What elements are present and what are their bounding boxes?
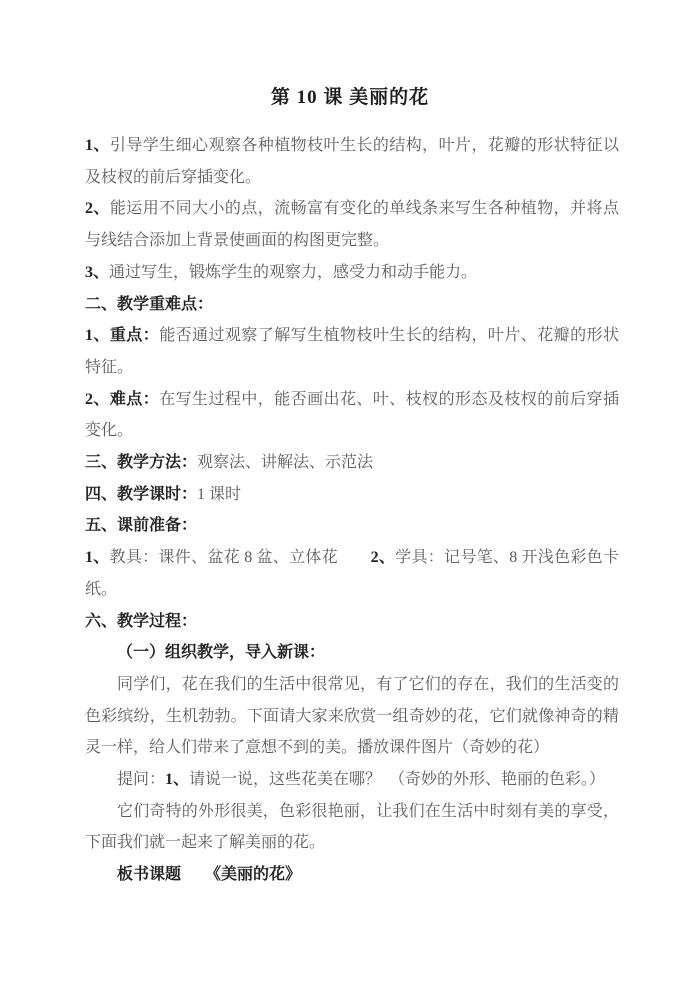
bold-text-run: 2、	[85, 200, 110, 218]
bold-text-run: 1、重点：	[85, 327, 160, 345]
bold-text-run: 1、	[165, 771, 190, 789]
paragraph	[85, 606, 619, 638]
text-run: 能否通过观察了解写生植物枝叶生长的结构，叶片、花瓣的形状特征。	[85, 327, 619, 376]
bold-text-run: 1、	[85, 137, 110, 154]
text-run: 提问：	[117, 771, 166, 789]
bold-text-run: 五、课前准备：	[85, 517, 198, 535]
text-run: 同学们，花在我们的生活中很常见，有了它们的存在，我们的生活变的色彩缤纷，生机勃勃。下面请大家来欣赏一组奇妙的花，它们就像神奇的精灵一样，给人们带来了意想不到的美。播放课件图片（奇妙的花）	[85, 675, 619, 757]
text-run: 1 课时	[197, 485, 242, 503]
text-run: 引导学生细心观察各种植物枝叶生长的结构，叶片，花瓣的形状特征以及枝杈的前后穿插变化。	[85, 137, 619, 186]
paragraph	[85, 479, 619, 511]
paragraph	[85, 320, 619, 383]
text-run: 学具：记号笔、8 开浅色彩色卡纸。	[85, 549, 619, 598]
bold-text-run: 1、	[85, 549, 110, 567]
bold-text-run: （一）组织教学，导入新课：	[117, 644, 326, 662]
paragraph	[85, 764, 619, 796]
bold-text-run: 二、教学重难点：	[85, 295, 214, 313]
paragraph	[85, 859, 619, 891]
paragraph	[85, 384, 619, 447]
bold-text-run: 三、教学方法：	[85, 454, 198, 472]
paragraph	[85, 510, 619, 542]
paragraph	[85, 542, 619, 605]
text-run: 能运用不同大小的点，流畅富有变化的单线条来写生各种植物，并将点与线结合添加上背景使画面的构图更完整。	[85, 200, 619, 250]
text-run: 观察法、讲解法、示范法	[197, 454, 374, 472]
paragraph	[85, 669, 619, 764]
paragraph	[85, 796, 619, 859]
paragraph	[85, 193, 619, 256]
paragraph	[85, 257, 619, 289]
bold-text-run: 2、难点：	[85, 390, 160, 408]
text-run: 通过写生，锻炼学生的观察力，感受力和动手能力。	[109, 263, 478, 281]
text-run: 在写生过程中，能否画出花、叶、枝杈的形态及枝杈的前后穿插变化。	[85, 390, 619, 440]
bold-text-run: 板书课题 《美丽的花》	[117, 866, 302, 884]
bold-text-run: 六、教学过程：	[85, 612, 198, 630]
paragraph	[85, 130, 619, 193]
bold-text-run: 3、	[85, 263, 110, 281]
text-run: 请说一说，这些花美在哪？ （奇妙的外形、艳丽的色彩。）	[189, 771, 606, 789]
paragraph	[85, 289, 619, 321]
bold-text-run: 四、教学课时：	[85, 485, 198, 503]
bold-text-run: 2、	[370, 549, 396, 567]
text-run: 教具：课件、盆花 8 盆、立体花	[109, 549, 371, 567]
page-title: 第 10 课 美丽的花	[270, 87, 430, 108]
text-run: 它们奇特的外形很美，色彩很艳丽，让我们在生活中时刻有美的享受，下面我们就一起来了解美丽的花。	[85, 802, 619, 852]
paragraph	[85, 637, 619, 669]
document-body	[85, 130, 619, 891]
paragraph	[85, 447, 619, 479]
